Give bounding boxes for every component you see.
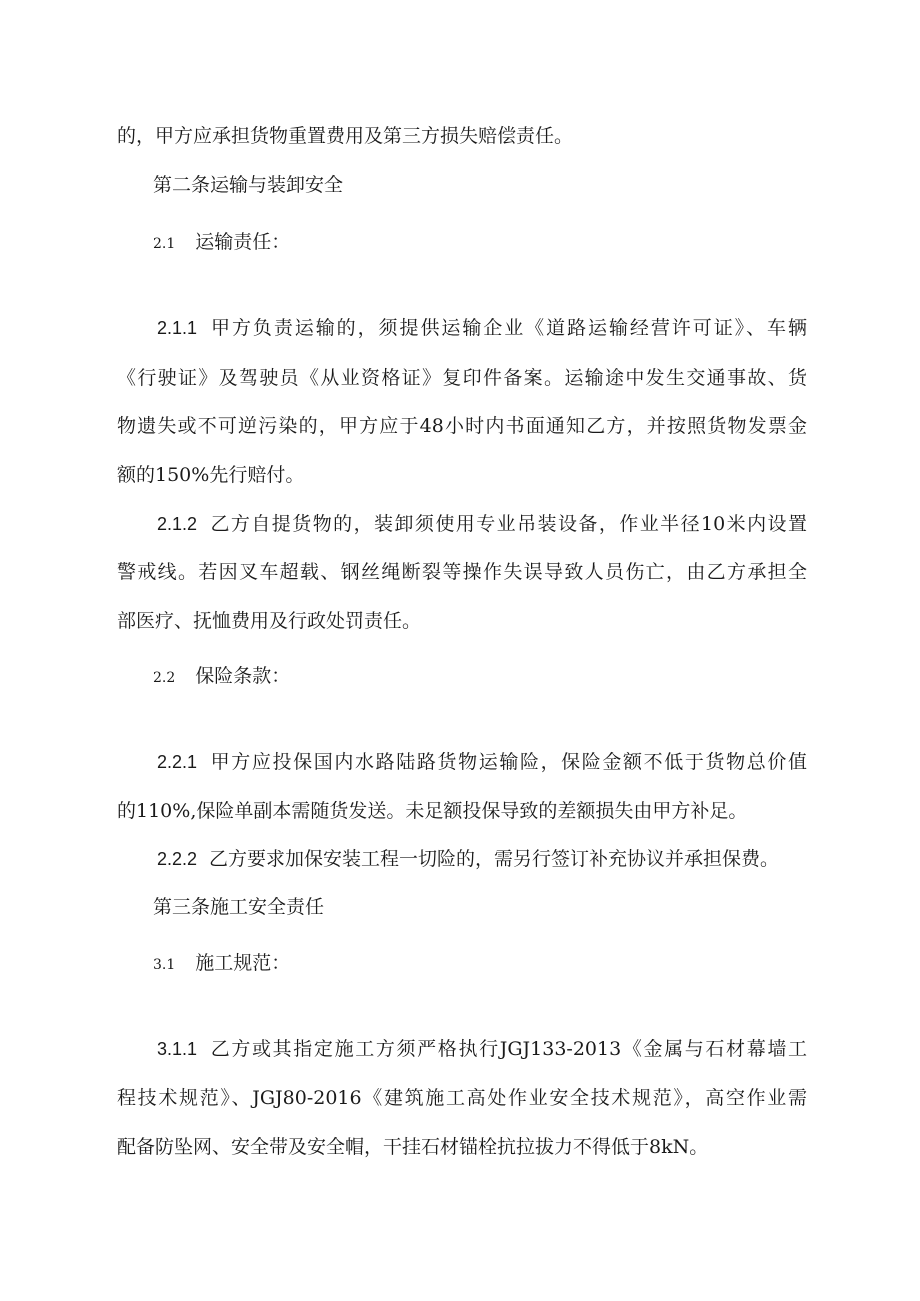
- subsection-title: 运输责任：: [195, 231, 291, 253]
- section-heading-2: 第二条运输与装卸安全: [153, 174, 344, 196]
- clause-number: 2.2.2: [157, 849, 198, 869]
- subsection-2-2: [153, 664, 843, 690]
- clause-number: 3.1.1: [157, 1039, 198, 1059]
- subsection-number: 3.1: [153, 957, 176, 973]
- clause-3-1-1: [117, 1037, 807, 1061]
- paragraph-line: 的110%,保险单副本需随货发送。未足额投保导致的差额损失由甲方补足。: [117, 800, 748, 822]
- paragraph-line: 的，甲方应承担货物重置费用及第三方损失赔偿责任。: [117, 125, 574, 147]
- paragraph-line: 物遗失或不可逆污染的，甲方应于48小时内书面通知乙方，并按照货物发票金: [117, 415, 807, 437]
- clause-number: 2.1.1: [157, 318, 198, 338]
- clause-text: 乙方自提货物的，装卸须使用专业吊装设备，作业半径10米内设置: [209, 513, 807, 535]
- paragraph-line: 警戒线。若因叉车超载、钢丝绳断裂等操作失误导致人员伤亡，由乙方承担全: [117, 561, 807, 583]
- clause-2-2-2: [117, 847, 807, 871]
- clause-number: 2.2.1: [157, 752, 198, 772]
- clause-text: 乙方或其指定施工方须严格执行JGJ133-2013《金属与石材幕墙工: [209, 1038, 807, 1060]
- paragraph-line: 《行驶证》及驾驶员《从业资格证》复印件备案。运输途中发生交通事故、货: [117, 367, 807, 389]
- clause-2-1-1: [117, 316, 807, 340]
- clause-2-2-1: [117, 750, 807, 774]
- clause-text: 甲方应投保国内水路陆路货物运输险，保险金额不低于货物总价值: [209, 751, 807, 773]
- paragraph-line: 额的150%先行赔付。: [117, 464, 305, 486]
- subsection-title: 保险条款：: [195, 665, 291, 687]
- paragraph-line: 配备防坠网、安全带及安全帽，干挂石材锚栓抗拉拔力不得低于8kN。: [117, 1136, 709, 1158]
- subsection-number: 2.2: [153, 670, 176, 686]
- subsection-3-1: [153, 951, 843, 977]
- paragraph-line: 程技术规范》、JGJ80-2016《建筑施工高处作业安全技术规范》，高空作业需: [117, 1087, 807, 1109]
- subsection-number: 2.1: [153, 236, 176, 252]
- clause-text: 甲方负责运输的，须提供运输企业《道路运输经营许可证》、车辆: [209, 317, 807, 339]
- clause-text: 乙方要求加保安装工程一切险的，需另行签订补充协议并承担保费。: [209, 848, 780, 870]
- section-heading-3: 第三条施工安全责任: [153, 896, 325, 918]
- paragraph-line: 部医疗、抚恤费用及行政处罚责任。: [117, 610, 422, 632]
- clause-number: 2.1.2: [157, 514, 198, 534]
- subsection-title: 施工规范：: [195, 952, 291, 974]
- clause-2-1-2: [117, 512, 807, 536]
- subsection-2-1: [153, 230, 843, 256]
